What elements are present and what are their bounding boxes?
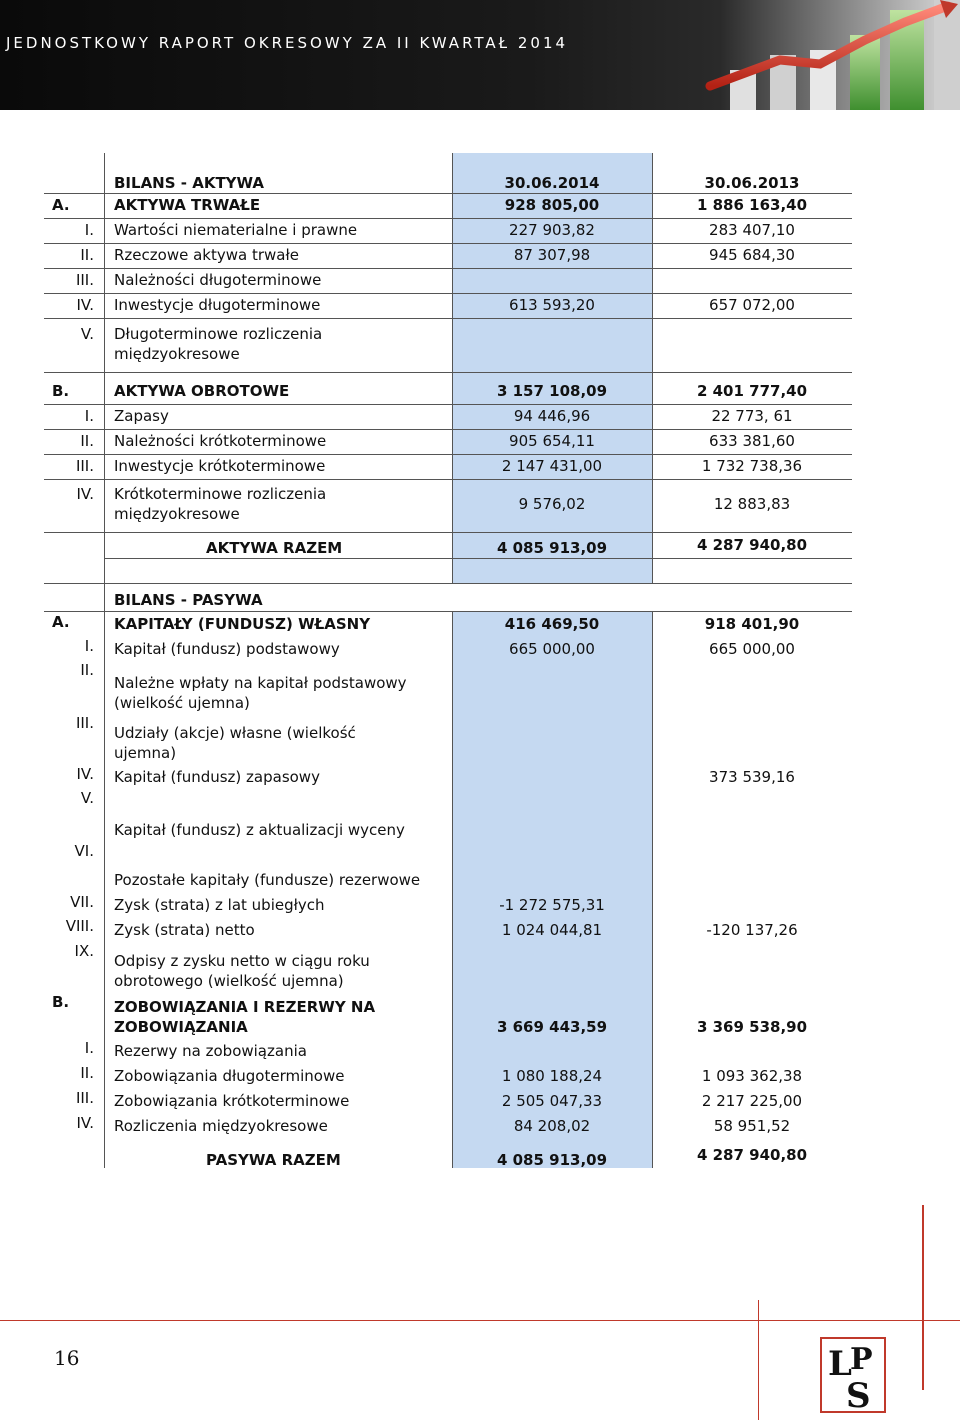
vline-num [104, 153, 105, 1168]
row-rule [44, 532, 852, 533]
row-value-2013: 633 381,60 [709, 432, 795, 450]
row-number: IV. [76, 1114, 94, 1132]
row-value-2014: 2 505 047,33 [501, 1092, 603, 1110]
row-label-cont: (wielkość ujemna) [114, 694, 250, 712]
row-label: Kapitał (fundusz) z aktualizacji wyceny [114, 821, 405, 839]
row-label: Rozliczenia międzyokresowe [114, 1117, 328, 1135]
row-value-2014: 227 903,82 [509, 221, 595, 239]
row-value-2014: 3 157 108,09 [496, 382, 608, 400]
row-value-2013: 918 401,90 [704, 615, 800, 633]
row-value-2014: 87 307,98 [513, 246, 591, 264]
row-value-2014: 3 669 443,59 [496, 1018, 608, 1036]
row-label: AKTYWA OBROTOWE [114, 382, 290, 400]
row-label: Zysk (strata) netto [114, 921, 255, 939]
row-label: Zobowiązania krótkoterminowe [114, 1092, 350, 1110]
row-value-2013: 2 217 225,00 [701, 1092, 803, 1110]
row-value-2014: 84 208,02 [513, 1117, 591, 1135]
row-number: II. [80, 1064, 94, 1082]
row-number: III. [75, 457, 94, 475]
row-rule [44, 318, 852, 319]
svg-text:P: P [850, 1342, 873, 1377]
row-label: Wartości niematerialne i prawne [114, 221, 358, 239]
row-label: Odpisy z zysku netto w ciągu roku [114, 952, 370, 970]
row-value-2013: 22 773, 61 [711, 407, 793, 425]
total-2013: 4 287 940,80 [696, 1146, 808, 1164]
row-label: ZOBOWIĄZANIA I REZERWY NA [114, 998, 376, 1016]
row-number: I. [84, 221, 94, 239]
row-number: V. [80, 325, 94, 343]
row-value-2013: 1 886 163,40 [696, 196, 808, 214]
row-value-2014: 416 469,50 [504, 615, 600, 633]
total-label: PASYWA RAZEM [206, 1151, 341, 1169]
row-number: I. [84, 637, 94, 655]
row-number: III. [75, 1089, 94, 1107]
row-label: Zobowiązania długoterminowe [114, 1067, 345, 1085]
total-2013: 4 287 940,80 [696, 536, 808, 554]
row-value-2014: -1 272 575,31 [499, 896, 605, 914]
row-label: Pozostałe kapitały (fundusze) rezerwowe [114, 871, 421, 889]
rule-header [44, 193, 852, 194]
row-rule [44, 479, 852, 480]
col-header-2013: 30.06.2013 [704, 174, 800, 192]
row-value-2013: 665 000,00 [709, 640, 795, 658]
row-label-cont: ZOBOWIĄZANIA [114, 1018, 248, 1036]
row-number: V. [80, 789, 94, 807]
row-value-2014: 9 576,02 [518, 495, 586, 513]
row-label: Długoterminowe rozliczenia [114, 325, 323, 343]
row-number: VII. [70, 893, 94, 911]
row-value-2014: 928 805,00 [504, 196, 600, 214]
row-number: B. [52, 993, 70, 1011]
row-rule [44, 293, 852, 294]
row-label: Inwestycje długoterminowe [114, 296, 321, 314]
row-value-2014: 613 593,20 [509, 296, 595, 314]
row-label: AKTYWA TRWAŁE [114, 196, 261, 214]
total-label: AKTYWA RAZEM [206, 539, 343, 557]
row-value-2013: 283 407,10 [709, 221, 795, 239]
row-label: Rezerwy na zobowiązania [114, 1042, 307, 1060]
row-label-cont: obrotowego (wielkość ujemna) [114, 972, 344, 990]
row-label: KAPITAŁY (FUNDUSZ) WŁASNY [114, 615, 371, 633]
footer-rule [0, 1320, 960, 1321]
svg-text:L: L [828, 1344, 852, 1384]
row-label: Kapitał (fundusz) zapasowy [114, 768, 320, 786]
row-number: IV. [76, 296, 94, 314]
row-label: Należności długoterminowe [114, 271, 322, 289]
row-value-2013: 945 684,30 [709, 246, 795, 264]
row-value-2014: 665 000,00 [509, 640, 595, 658]
page-number: 16 [54, 1346, 80, 1370]
footer-frame [922, 1205, 924, 1390]
row-number: III. [75, 714, 94, 732]
svg-text:S: S [846, 1376, 871, 1411]
row-label-cont: ujemna) [114, 744, 177, 762]
row-number: III. [75, 271, 94, 289]
row-number: IV. [76, 765, 94, 783]
row-value-2014: 1 024 044,81 [501, 921, 603, 939]
row-rule [44, 404, 852, 405]
row-number: B. [52, 382, 70, 400]
row-number: II. [80, 246, 94, 264]
row-label: Inwestycje krótkoterminowe [114, 457, 326, 475]
footer-divider [758, 1300, 759, 1420]
row-rule [44, 268, 852, 269]
row-label: Zysk (strata) z lat ubiegłych [114, 896, 325, 914]
row-label: Udziały (akcje) własne (wielkość [114, 724, 356, 742]
row-rule [44, 429, 852, 430]
row-value-2013: 3 369 538,90 [696, 1018, 808, 1036]
row-value-2013: -120 137,26 [706, 921, 798, 939]
rule-end [44, 583, 852, 584]
row-value-2013: 58 951,52 [713, 1117, 791, 1135]
report-title: JEDNOSTKOWY RAPORT OKRESOWY ZA II KWARTAŁ 2014 [6, 34, 569, 52]
rule-total [104, 558, 852, 559]
row-number: I. [84, 1039, 94, 1057]
row-value-2014: 2 147 431,00 [501, 457, 603, 475]
row-label: Należności krótkoterminowe [114, 432, 327, 450]
row-label-cont: międzyokresowe [114, 505, 240, 523]
row-value-2013: 657 072,00 [709, 296, 795, 314]
row-value-2013: 1 732 738,36 [701, 457, 803, 475]
row-number: IX. [74, 942, 94, 960]
row-value-2013: 12 883,83 [713, 495, 791, 513]
row-rule [44, 243, 852, 244]
row-number: IV. [76, 485, 94, 503]
row-number: II. [80, 661, 94, 679]
row-value-2014: 1 080 188,24 [501, 1067, 603, 1085]
row-label: Należne wpłaty na kapitał podstawowy [114, 674, 407, 692]
row-label: Krótkoterminowe rozliczenia [114, 485, 327, 503]
lps-logo [820, 1337, 886, 1413]
row-value-2013: 2 401 777,40 [696, 382, 808, 400]
row-number: I. [84, 407, 94, 425]
row-number: A. [52, 613, 70, 631]
lps-logo-mark [822, 1339, 884, 1411]
row-number: A. [52, 196, 70, 214]
row-rule [44, 454, 852, 455]
row-number: VIII. [65, 917, 94, 935]
row-value-2013: 373 539,16 [709, 768, 795, 786]
row-label: Rzeczowe aktywa trwałe [114, 246, 299, 264]
col-header-2014: 30.06.2014 [504, 174, 600, 192]
pasywa-heading: BILANS - PASYWA [114, 591, 263, 609]
rule-pasywa-head [44, 611, 852, 612]
row-label: Zapasy [114, 407, 169, 425]
aktywa-heading: BILANS - AKTYWA [114, 174, 265, 192]
total-2014: 4 085 913,09 [496, 539, 608, 557]
row-value-2014: 905 654,11 [509, 432, 595, 450]
row-rule [44, 218, 852, 219]
row-value-2013: 1 093 362,38 [701, 1067, 803, 1085]
total-2014: 4 085 913,09 [496, 1151, 608, 1169]
row-rule [44, 372, 852, 373]
row-label: Kapitał (fundusz) podstawowy [114, 640, 340, 658]
row-number: II. [80, 432, 94, 450]
row-label-cont: międzyokresowe [114, 345, 240, 363]
row-value-2014: 94 446,96 [513, 407, 591, 425]
row-number: VI. [74, 842, 94, 860]
